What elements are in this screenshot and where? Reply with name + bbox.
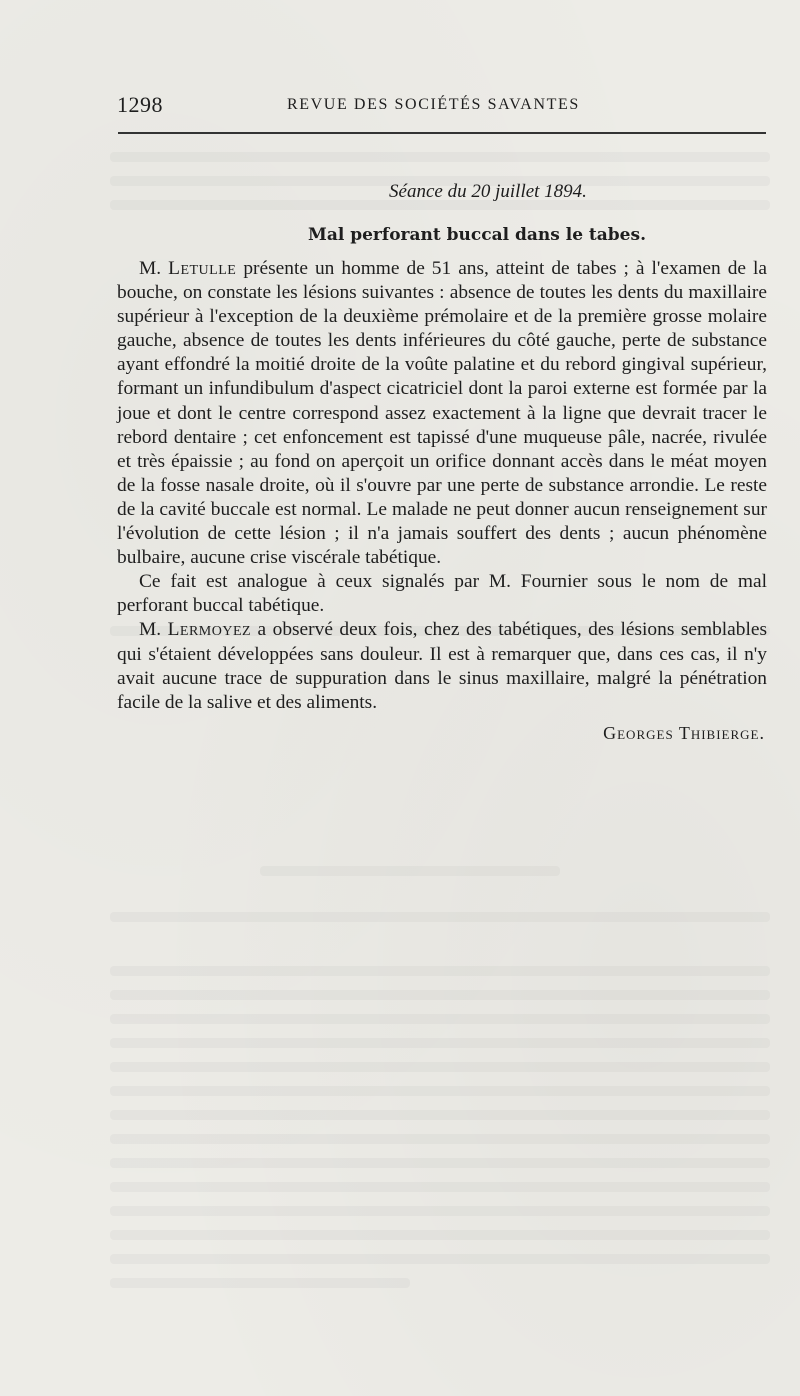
show-through-line (110, 912, 770, 922)
header-rule (118, 132, 766, 134)
show-through-line (110, 1158, 770, 1168)
show-through-line (110, 1206, 770, 1216)
paragraph-prefix: M. (139, 619, 168, 641)
show-through-line (110, 1062, 770, 1072)
article-body (117, 176, 767, 745)
author-signature: Georges Thibierge. (603, 722, 765, 743)
paragraph-text: a observé deux fois, chez des tabétiques, des lésions semblables qui s'étaient développées sans douleur. Il est à remarquer que, dans ces cas, il n'y avait aucune trace de suppuration dans le sinus maxillaire, malgré la pénétration facile de la salive et des aliments. (117, 619, 767, 713)
paragraph-text: présente un homme de 51 ans, atteint de tabes ; à l'examen de la bouche, on constate les lésions suivantes : absence de toutes les dents du maxillaire supérieur à l'exception de la deuxième prémolaire et de la première grosse molaire gauche, absence de toutes les dents inférieures du côté gauche, perte de substance ayant effondré la moitié droite de la voûte palatine et du rebord gingival supérieur, formant un infundibulum d'aspect cicatriciel dont la paroi externe est formée par la joue et dont le centre correspond assez exactement à la ligne que devrait tracer le rebord dentaire ; cet enfoncement est tapissé d'une muqueuse pâle, nacrée, rivulée et très épaissie ; au fond on aperçoit un orifice donnant accès dans le méat moyen de la fosse nasale droite, où il s'ouvre par une perte de substance arrondie. Le reste de la cavité buccale est normal. Le malade ne peut donner aucun renseignement sur l'évolution de cette lésion ; il n'a jamais souffert des dents ; aucun phénomène bulbaire, aucune crise viscérale tabétique. (117, 258, 768, 569)
article-title: Mal perforant buccal dans le tabes. (308, 225, 646, 245)
paragraph (117, 570, 767, 618)
session-date (209, 180, 767, 208)
running-head: REVUE DES SOCIÉTÉS SAVANTES (287, 96, 580, 113)
show-through-line (110, 1086, 770, 1096)
page-number: 1298 (117, 92, 163, 117)
show-through-line (110, 1230, 770, 1240)
show-through-line (110, 1134, 770, 1144)
show-through-line (110, 1278, 410, 1288)
show-through-line (110, 152, 770, 162)
author-name: Lermoyez (167, 619, 252, 641)
show-through-line (110, 1182, 770, 1192)
paragraph-prefix: M. (139, 258, 169, 279)
author-name: Letulle (168, 258, 237, 279)
show-through-line (260, 866, 560, 876)
show-through-line (110, 966, 770, 976)
session-date-prefix: Séance du (389, 181, 467, 202)
show-through-line (110, 1254, 770, 1264)
paragraph-text: Ce fait est analogue à ceux signalés par M. Fournier sous le nom de mal perforant buccal tabétique. (117, 571, 767, 617)
show-through-line (110, 1110, 770, 1120)
paragraph (117, 257, 767, 570)
show-through-line (110, 990, 770, 1000)
paragraph (117, 618, 767, 714)
page-header (117, 92, 767, 122)
session-date-value: 20 juillet 1894. (471, 181, 587, 202)
show-through-line (110, 1038, 770, 1048)
show-through-line (110, 1014, 770, 1024)
